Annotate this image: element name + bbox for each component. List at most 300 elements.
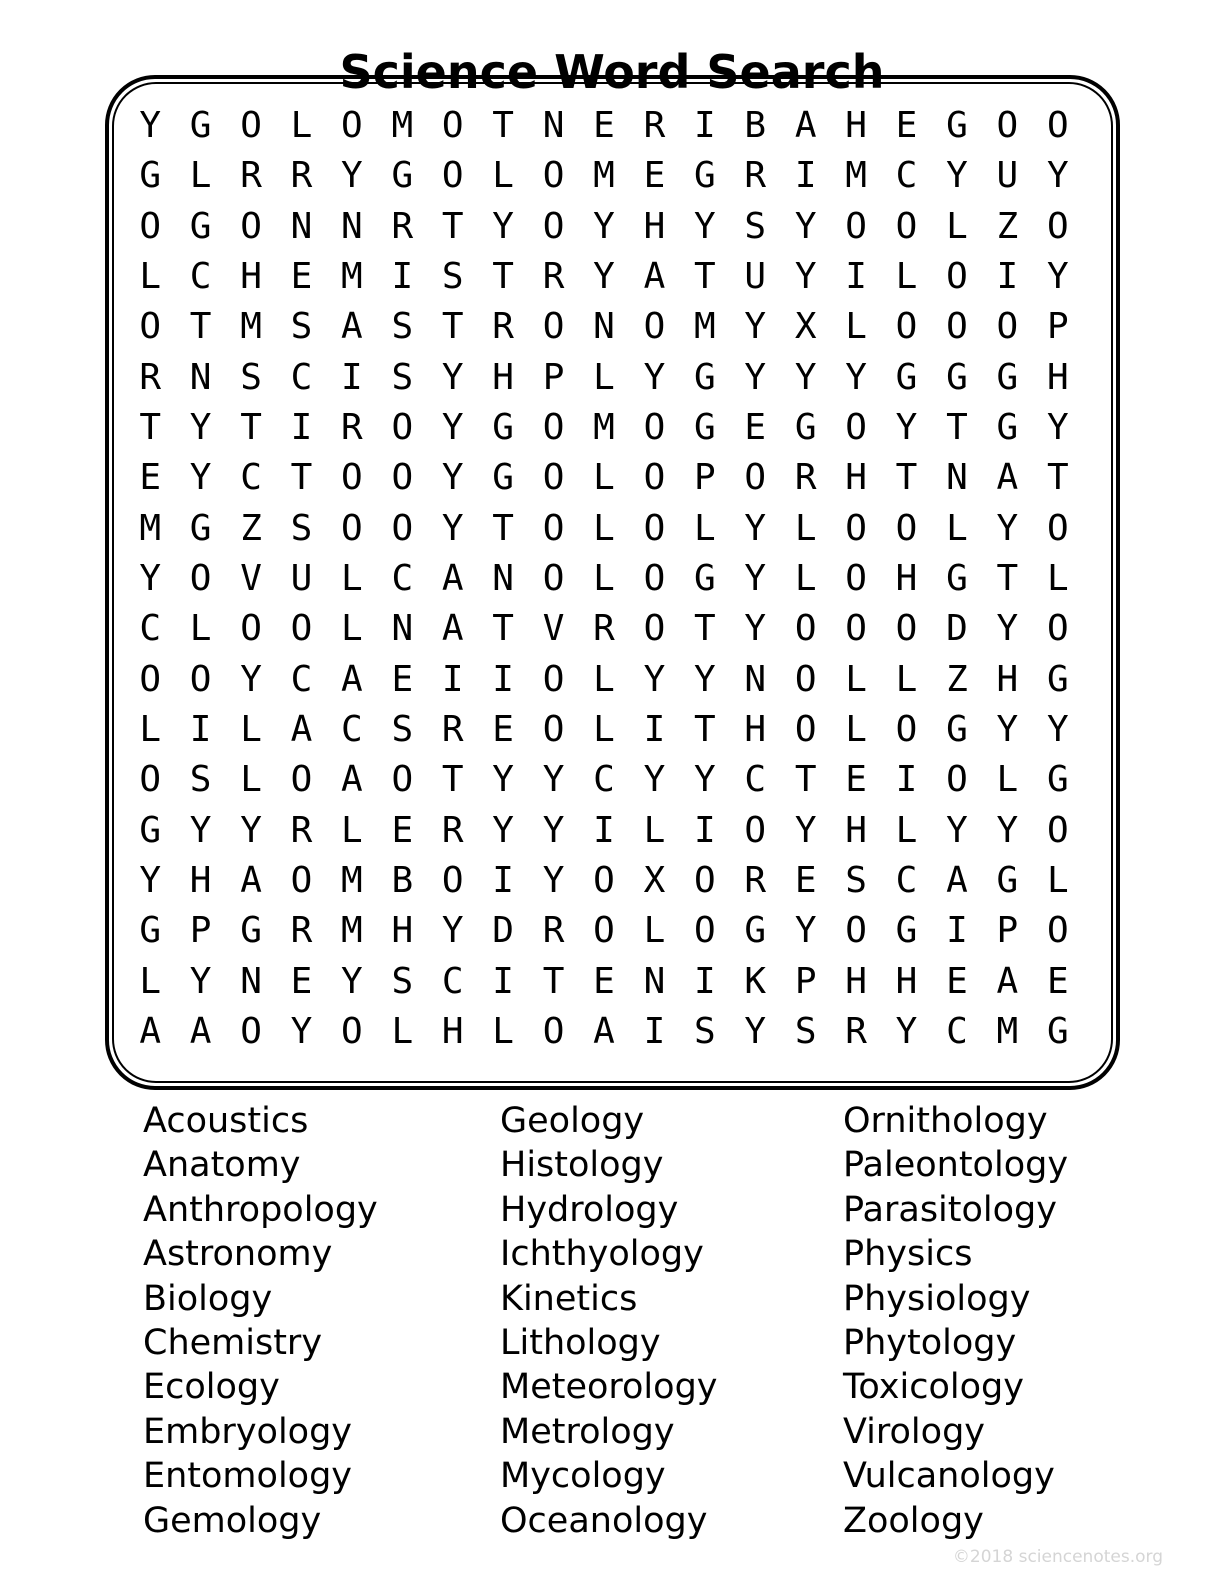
grid-letter: R: [341, 407, 363, 449]
grid-letter: G: [693, 557, 716, 599]
word-list-item: Physiology: [843, 1278, 1031, 1319]
grid-letter: O: [895, 306, 918, 348]
word-search-grid: [125, 101, 1083, 1057]
grid-letter: X: [643, 859, 666, 901]
grid-letter: C: [895, 155, 918, 197]
grid-letter: L: [139, 708, 162, 750]
grid-letter: Y: [946, 809, 968, 851]
grid-letter: H: [744, 708, 767, 750]
word-list-item: Meteorology: [500, 1367, 718, 1408]
grid-letter: O: [139, 759, 162, 801]
word-list-item: Kinetics: [500, 1278, 638, 1319]
grid-letter: O: [895, 507, 918, 549]
grid-letter: R: [845, 1010, 867, 1052]
grid-letter: T: [492, 608, 514, 650]
grid-letter: O: [643, 306, 666, 348]
grid-letter: M: [341, 910, 363, 952]
grid-letter: T: [693, 608, 716, 650]
grid-letter: O: [341, 457, 363, 499]
grid-letter: L: [693, 507, 716, 549]
grid-letter: I: [492, 658, 514, 700]
grid-letter: L: [139, 256, 162, 298]
word-list-item: Virology: [843, 1411, 985, 1452]
grid-letter: Y: [441, 910, 464, 952]
grid-letter: G: [794, 407, 817, 449]
grid-letter: O: [946, 256, 968, 298]
grid-letter: G: [492, 407, 514, 449]
grid-letter: I: [492, 960, 514, 1002]
grid-letter: R: [794, 457, 817, 499]
grid-letter: I: [441, 658, 464, 700]
grid-letter: G: [189, 105, 212, 147]
grid-letter: Y: [240, 658, 262, 700]
grid-letter: Y: [341, 960, 363, 1002]
grid-letter: M: [996, 1010, 1019, 1052]
grid-letter: O: [240, 205, 262, 247]
grid-letter: O: [895, 205, 918, 247]
grid-letter: Y: [189, 809, 212, 851]
grid-letter: P: [996, 910, 1019, 952]
grid-letter: O: [693, 859, 716, 901]
grid-letter: G: [996, 356, 1019, 398]
grid-letter: R: [492, 306, 514, 348]
grid-letter: E: [391, 809, 414, 851]
grid-letter: O: [693, 910, 716, 952]
grid-letter: G: [693, 155, 716, 197]
grid-letter: R: [441, 708, 464, 750]
grid-letter: Y: [946, 155, 968, 197]
grid-letter: Y: [542, 809, 565, 851]
grid-letter: C: [895, 859, 918, 901]
grid-letter: K: [744, 960, 767, 1002]
grid-letter: O: [542, 708, 565, 750]
grid-letter: N: [391, 608, 414, 650]
grid-letter: Y: [441, 457, 464, 499]
grid-letter: L: [593, 658, 615, 700]
grid-letter: T: [441, 306, 464, 348]
grid-letter: L: [391, 1010, 414, 1052]
grid-letter: L: [593, 507, 615, 549]
grid-letter: I: [845, 256, 867, 298]
word-list-item: Zoology: [843, 1500, 984, 1541]
grid-letter: C: [189, 256, 212, 298]
grid-letter: G: [895, 356, 918, 398]
grid-letter: Y: [693, 205, 716, 247]
grid-letter: P: [1046, 306, 1069, 348]
grid-letter: G: [1046, 1010, 1069, 1052]
grid-letter: B: [744, 105, 767, 147]
grid-letter: Y: [643, 356, 666, 398]
grid-letter: H: [895, 557, 918, 599]
word-list-item: Paleontology: [843, 1145, 1069, 1186]
grid-letter: N: [744, 658, 767, 700]
grid-letter: A: [794, 105, 817, 147]
page-title: Science Word Search: [339, 44, 885, 99]
grid-letter: E: [593, 105, 615, 147]
grid-letter: G: [189, 205, 212, 247]
grid-letter: O: [1046, 507, 1069, 549]
grid-letter: A: [946, 859, 968, 901]
grid-letter: R: [240, 155, 262, 197]
grid-letter: O: [1046, 809, 1069, 851]
grid-letter: O: [542, 658, 565, 700]
grid-letter: Y: [139, 557, 162, 599]
grid-letter: U: [744, 256, 767, 298]
grid-letter: H: [996, 658, 1019, 700]
grid-letter: O: [996, 105, 1019, 147]
grid-letter: E: [946, 960, 968, 1002]
grid-letter: G: [189, 507, 212, 549]
grid-letter: O: [341, 507, 363, 549]
grid-letter: T: [240, 407, 262, 449]
grid-letter: I: [693, 809, 716, 851]
grid-letter: Y: [542, 859, 565, 901]
grid-letter: L: [593, 356, 615, 398]
grid-letter: O: [845, 407, 867, 449]
grid-letter: O: [643, 407, 666, 449]
word-list-column: [500, 1099, 718, 1543]
grid-letter: R: [744, 155, 767, 197]
grid-letter: G: [240, 910, 262, 952]
grid-letter: B: [391, 859, 414, 901]
grid-letter: M: [341, 256, 363, 298]
grid-letter: P: [189, 910, 212, 952]
grid-letter: G: [492, 457, 514, 499]
grid-letter: O: [946, 759, 968, 801]
grid-letter: E: [643, 155, 666, 197]
grid-letter: A: [189, 1010, 212, 1052]
grid-letter: O: [996, 306, 1019, 348]
grid-letter: R: [542, 910, 565, 952]
grid-letter: O: [1046, 910, 1069, 952]
grid-letter: M: [240, 306, 262, 348]
grid-letter: S: [693, 1010, 716, 1052]
grid-letter: O: [542, 155, 565, 197]
word-list-item: Oceanology: [500, 1500, 708, 1541]
grid-letter: T: [492, 507, 514, 549]
grid-letter: R: [290, 155, 313, 197]
grid-letter: O: [845, 608, 867, 650]
grid-letter: S: [189, 759, 212, 801]
grid-letter: O: [542, 557, 565, 599]
grid-letter: S: [290, 507, 313, 549]
grid-letter: O: [744, 809, 767, 851]
grid-letter: M: [391, 105, 414, 147]
grid-letter: A: [593, 1010, 615, 1052]
grid-letter: M: [593, 155, 615, 197]
grid-letter: R: [290, 910, 313, 952]
grid-letter: L: [996, 759, 1019, 801]
grid-letter: I: [492, 859, 514, 901]
grid-letter: Y: [341, 155, 363, 197]
grid-letter: O: [946, 306, 968, 348]
grid-letter: T: [946, 407, 968, 449]
word-list-item: Phytology: [843, 1323, 1017, 1364]
grid-letter: T: [693, 708, 716, 750]
grid-letter: H: [845, 105, 867, 147]
grid-letter: R: [441, 809, 464, 851]
grid-letter: G: [139, 809, 162, 851]
grid-letter: L: [139, 960, 162, 1002]
grid-letter: P: [542, 356, 565, 398]
grid-letter: Y: [794, 256, 817, 298]
grid-letter: L: [643, 809, 666, 851]
grid-letter: T: [441, 759, 464, 801]
grid-letter: O: [290, 859, 313, 901]
grid-letter: S: [794, 1010, 817, 1052]
grid-letter: G: [895, 910, 918, 952]
grid-letter: C: [290, 356, 313, 398]
grid-letter: I: [946, 910, 968, 952]
grid-letter: H: [492, 356, 514, 398]
grid-letter: L: [189, 608, 212, 650]
grid-letter: A: [996, 457, 1019, 499]
grid-letter: O: [643, 608, 666, 650]
grid-letter: Y: [441, 407, 464, 449]
grid-letter: O: [845, 205, 867, 247]
grid-letter: A: [441, 557, 464, 599]
grid-letter: V: [542, 608, 565, 650]
grid-letter: Y: [189, 960, 212, 1002]
grid-letter: Y: [1046, 155, 1069, 197]
grid-letter: T: [189, 306, 212, 348]
grid-letter: E: [794, 859, 817, 901]
grid-letter: O: [643, 457, 666, 499]
grid-letter: L: [341, 809, 363, 851]
grid-letter: S: [744, 205, 767, 247]
word-list-item: Vulcanology: [843, 1456, 1055, 1497]
puzzle-grid-border: [105, 75, 1120, 1090]
grid-letter: G: [391, 155, 414, 197]
word-list-item: Metrology: [500, 1411, 675, 1452]
grid-letter: N: [341, 205, 363, 247]
grid-letter: H: [441, 1010, 464, 1052]
grid-letter: L: [845, 306, 867, 348]
grid-letter: H: [895, 960, 918, 1002]
grid-letter: M: [341, 859, 363, 901]
grid-letter: L: [794, 507, 817, 549]
grid-letter: O: [845, 507, 867, 549]
grid-letter: Y: [492, 759, 514, 801]
grid-letter: S: [391, 306, 414, 348]
grid-letter: C: [139, 608, 162, 650]
grid-letter: Y: [593, 205, 615, 247]
grid-letter: O: [895, 708, 918, 750]
word-list-item: Ornithology: [843, 1101, 1048, 1141]
grid-letter: Y: [744, 608, 767, 650]
grid-letter: Y: [189, 457, 212, 499]
grid-letter: E: [1046, 960, 1069, 1002]
grid-letter: L: [492, 155, 514, 197]
grid-letter: O: [794, 608, 817, 650]
grid-letter: O: [1046, 608, 1069, 650]
grid-letter: O: [794, 708, 817, 750]
grid-letter: O: [643, 557, 666, 599]
grid-letter: A: [341, 658, 363, 700]
grid-letter: Y: [996, 608, 1019, 650]
grid-letter: G: [693, 407, 716, 449]
word-list-item: Parasitology: [843, 1189, 1057, 1230]
word-list-item: Anthropology: [143, 1189, 378, 1230]
grid-letter: N: [593, 306, 615, 348]
grid-letter: E: [744, 407, 767, 449]
grid-letter: Z: [240, 507, 262, 549]
grid-letter: T: [996, 557, 1019, 599]
word-list-item: Hydrology: [500, 1189, 679, 1230]
grid-letter: Y: [996, 809, 1019, 851]
grid-letter: D: [946, 608, 968, 650]
grid-letter: H: [643, 205, 666, 247]
grid-letter: I: [794, 155, 817, 197]
grid-letter: S: [845, 859, 867, 901]
grid-letter: E: [895, 105, 918, 147]
grid-letter: R: [139, 356, 162, 398]
grid-letter: O: [643, 507, 666, 549]
grid-letter: H: [845, 809, 867, 851]
grid-letter: L: [895, 658, 918, 700]
grid-letter: Y: [794, 910, 817, 952]
grid-letter: Y: [693, 759, 716, 801]
grid-letter: L: [593, 457, 615, 499]
grid-letter: M: [845, 155, 867, 197]
grid-letter: L: [1046, 859, 1069, 901]
grid-letter: T: [492, 256, 514, 298]
grid-letter: O: [240, 1010, 262, 1052]
grid-letter: R: [542, 256, 565, 298]
grid-letter: O: [139, 205, 162, 247]
grid-letter: H: [845, 457, 867, 499]
grid-letter: H: [845, 960, 867, 1002]
copyright-watermark: ©2018 sciencenotes.org: [952, 1547, 1163, 1567]
grid-letter: Y: [996, 708, 1019, 750]
grid-letter: O: [895, 608, 918, 650]
grid-letter: T: [492, 105, 514, 147]
grid-letter: C: [341, 708, 363, 750]
grid-letter: O: [794, 658, 817, 700]
grid-letter: P: [693, 457, 716, 499]
grid-letter: C: [391, 557, 414, 599]
grid-letter: A: [341, 306, 363, 348]
grid-letter: I: [643, 1010, 666, 1052]
grid-letter: R: [593, 608, 615, 650]
grid-letter: H: [1046, 356, 1069, 398]
grid-letter: S: [391, 708, 414, 750]
grid-letter: G: [996, 407, 1019, 449]
grid-letter: H: [240, 256, 262, 298]
grid-letter: Y: [845, 356, 867, 398]
grid-letter: L: [895, 256, 918, 298]
grid-letter: C: [441, 960, 464, 1002]
grid-letter: V: [240, 557, 262, 599]
grid-letter: R: [643, 105, 666, 147]
grid-letter: G: [996, 859, 1019, 901]
grid-letter: E: [845, 759, 867, 801]
grid-letter: I: [693, 960, 716, 1002]
grid-letter: Y: [139, 105, 162, 147]
grid-letter: G: [946, 557, 968, 599]
grid-letter: Y: [794, 205, 817, 247]
grid-letter: M: [593, 407, 615, 449]
grid-letter: N: [643, 960, 666, 1002]
grid-letter: T: [441, 205, 464, 247]
grid-letter: Y: [1046, 407, 1069, 449]
grid-letter: O: [391, 507, 414, 549]
word-list-item: Gemology: [143, 1500, 322, 1541]
grid-letter: L: [240, 708, 262, 750]
grid-letter: G: [946, 708, 968, 750]
grid-letter: T: [542, 960, 565, 1002]
grid-letter: S: [391, 356, 414, 398]
grid-letter: D: [492, 910, 514, 952]
grid-letter: I: [996, 256, 1019, 298]
grid-letter: O: [290, 759, 313, 801]
grid-letter: G: [946, 356, 968, 398]
grid-letter: O: [139, 658, 162, 700]
grid-letter: L: [845, 708, 867, 750]
word-list-item: Biology: [143, 1278, 273, 1319]
grid-letter: Y: [1046, 708, 1069, 750]
grid-letter: L: [492, 1010, 514, 1052]
grid-letter: T: [1046, 457, 1069, 499]
grid-letter: T: [139, 407, 162, 449]
grid-letter: I: [391, 256, 414, 298]
grid-letter: Z: [946, 658, 968, 700]
grid-letter: Y: [593, 256, 615, 298]
grid-letter: U: [996, 155, 1019, 197]
word-list-item: Geology: [500, 1101, 645, 1141]
grid-letter: R: [744, 859, 767, 901]
grid-letter: O: [189, 557, 212, 599]
word-list-item: Astronomy: [143, 1234, 333, 1275]
grid-letter: G: [1046, 759, 1069, 801]
grid-letter: X: [794, 306, 817, 348]
grid-letter: G: [744, 910, 767, 952]
grid-letter: L: [593, 708, 615, 750]
grid-letter: M: [693, 306, 716, 348]
grid-letter: L: [895, 809, 918, 851]
grid-letter: A: [441, 608, 464, 650]
word-list-item: Embryology: [143, 1411, 353, 1452]
grid-letter: E: [391, 658, 414, 700]
grid-letter: O: [593, 859, 615, 901]
grid-letter: O: [542, 457, 565, 499]
grid-letter: E: [139, 457, 162, 499]
grid-letter: E: [290, 960, 313, 1002]
grid-letter: A: [139, 1010, 162, 1052]
grid-letter: O: [391, 457, 414, 499]
grid-letter: R: [391, 205, 414, 247]
grid-letter: E: [593, 960, 615, 1002]
grid-letter: G: [946, 105, 968, 147]
grid-letter: M: [139, 507, 162, 549]
grid-letter: I: [290, 407, 313, 449]
grid-letter: C: [946, 1010, 968, 1052]
grid-letter: L: [845, 658, 867, 700]
grid-letter: Y: [643, 759, 666, 801]
grid-letter: H: [189, 859, 212, 901]
grid-letter: I: [593, 809, 615, 851]
grid-letter: Z: [996, 205, 1019, 247]
grid-letter: L: [341, 608, 363, 650]
grid-letter: Y: [492, 809, 514, 851]
word-list-item: Lithology: [500, 1323, 661, 1364]
grid-letter: S: [441, 256, 464, 298]
word-list-item: Toxicology: [843, 1367, 1024, 1408]
grid-letter: P: [794, 960, 817, 1002]
grid-letter: G: [139, 155, 162, 197]
word-list-item: Entomology: [143, 1456, 353, 1497]
grid-letter: Y: [693, 658, 716, 700]
